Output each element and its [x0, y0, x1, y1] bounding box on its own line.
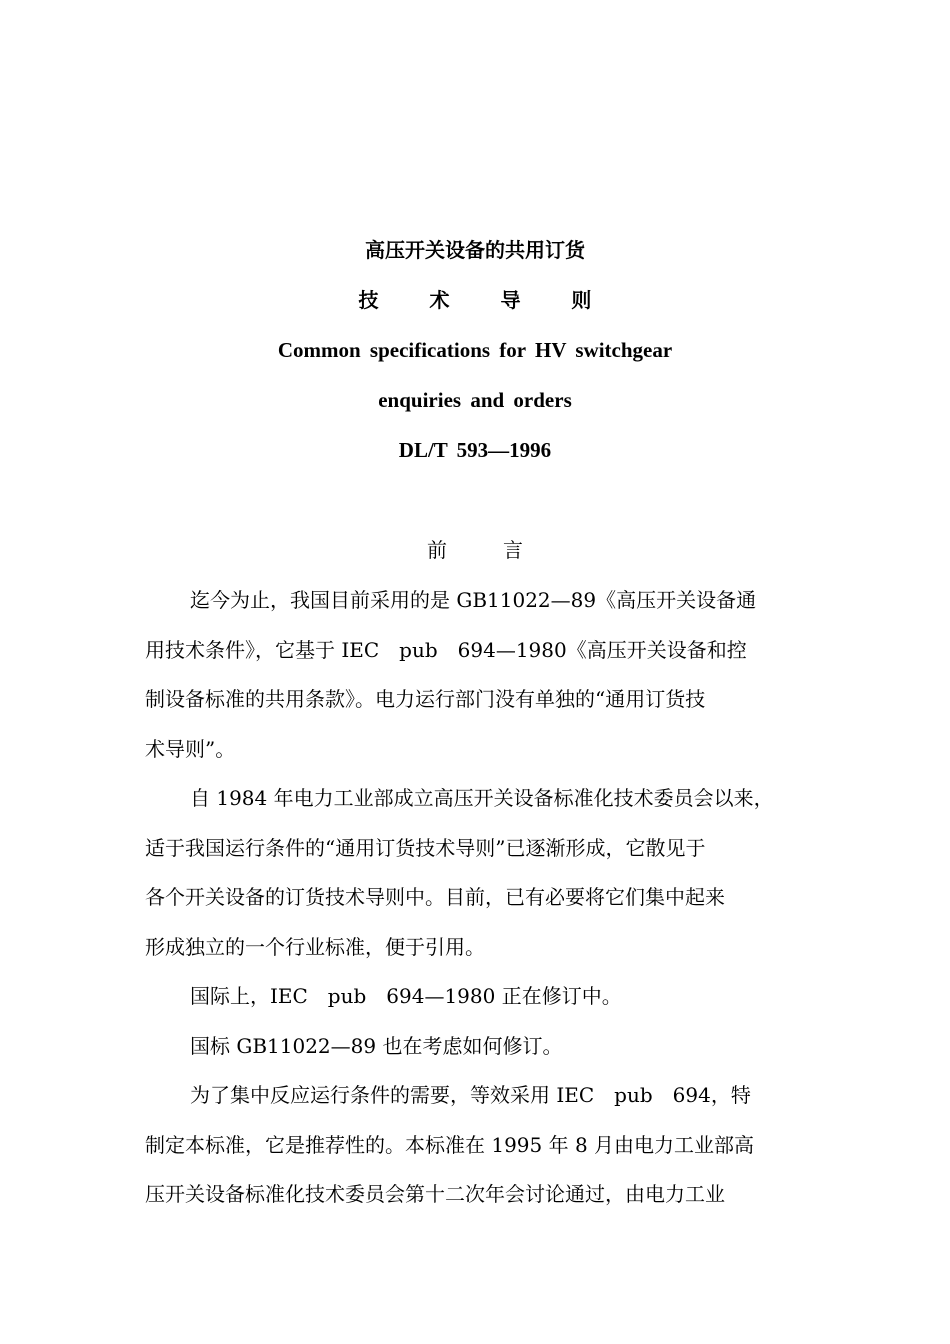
title-zh-line2: 技 术 导 则 [358, 288, 614, 312]
preface-line: 形成独立的一个行业标准，便于引用。 [145, 934, 485, 959]
preface-line: 制定本标准，它是推荐性的。本标准在 1995 年 8 月由电力工业部高 [145, 1132, 755, 1157]
preface-line: 自 1984 年电力工业部成立高压开关设备标准化技术委员会以来， [190, 786, 774, 810]
preface-body [145, 578, 810, 1222]
title-zh-line1: 高压开关设备的共用订货 [365, 238, 585, 262]
preface-line: 国标 GB11022—89 也在考虑如何修订。 [190, 1033, 563, 1058]
preface-line: 术导则”。 [145, 736, 236, 761]
preface-line: 用技术条件》，它基于 IEC pub 694—1980《高压开关设备和控 [145, 637, 747, 662]
preface-line: 制设备标准的共用条款》。电力运行部门没有单独的“通用订货技 [145, 687, 706, 711]
preface-line: 各个开关设备的订货技术导则中。目前，已有必要将它们集中起来 [145, 885, 725, 909]
preface-line: 国际上，IEC pub 694—1980 正在修订中。 [190, 984, 622, 1008]
preface-line: 适于我国运行条件的“通用订货技术导则”已逐渐形成，它散见于 [145, 835, 706, 860]
preface-heading: 前言 [427, 538, 579, 562]
standard-code: DL/T 593—1996 [398, 438, 552, 462]
preface-line: 为了集中反应运行条件的需要，等效采用 IEC pub 694，特 [190, 1083, 751, 1107]
title-en-line2: enquiries and orders [378, 388, 572, 412]
preface-line: 迄今为止，我国目前采用的是 GB11022—89《高压开关设备通 [190, 588, 757, 612]
title-block [0, 232, 950, 482]
preface-line: 压开关设备标准化技术委员会第十二次年会讨论通过，由电力工业 [145, 1182, 725, 1206]
title-en-line1: Common specifications for HV switchgear [277, 338, 673, 362]
